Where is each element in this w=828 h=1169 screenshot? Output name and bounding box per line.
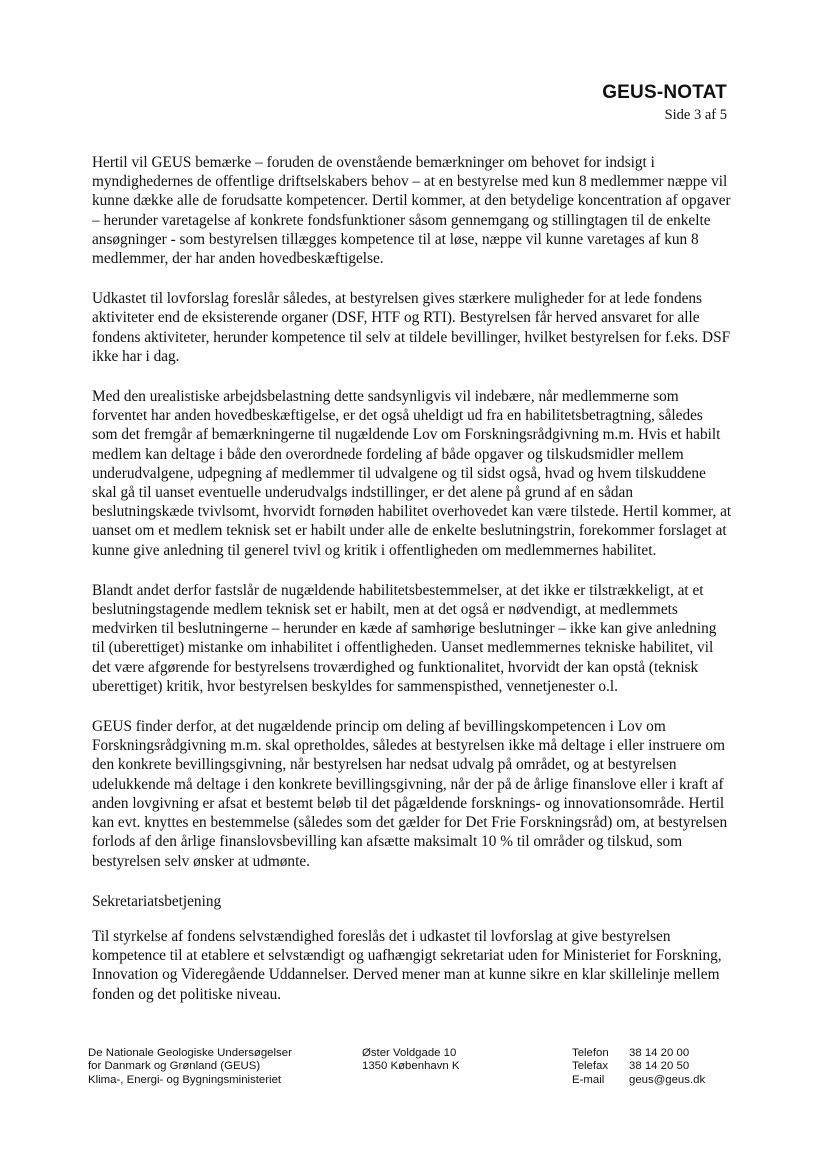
paragraph: Hertil vil GEUS bemærke – foruden de ovenstående bemærkninger om behovet for indsigt i myndighedernes de offentlige driftselskabers behov – at en bestyrelse med kun 8 medlemmer næppe vil kunne dække alle de forudsatte kompetencer. Dertil kommer, at den betydelige koncentration af opgaver – herunder varetagelse af konkrete fondsfunktioner såsom gennemgang og stillingtagen til de enkelte ansøgninger - som bestyrelsen tillægges kompetence til at løse, næppe vil kunne varetages af kun 8 medlemmer, der har anden hovedbeskæftigelse. <box>92 154 731 268</box>
footer-org-line: Klima-, Energi- og Bygningsministeriet <box>88 1073 282 1086</box>
footer-fax-row <box>572 1060 705 1073</box>
footer-org-line: De Nationale Geologiske Undersøgelser <box>88 1047 292 1059</box>
paragraph: Udkastet til lovforslag foreslår således, at bestyrelsen gives stærkere muligheder for at lede fondens aktiviteter end de eksisterende organer (DSF, HTF og RTI). Bestyrelsen får herved ansvaret for alle fondens aktiviteter, herunder kompetence til selv at tildele bevillinger, hvilket bestyrelsen for f.eks. DSF ikke har i dag. <box>92 290 731 365</box>
footer-org-line: for Danmark og Grønland (GEUS) <box>88 1060 261 1073</box>
document-body <box>92 153 732 1025</box>
footer-address <box>362 1047 460 1074</box>
footer-phone-row <box>572 1047 705 1060</box>
phone-value: 38 14 20 00 <box>629 1047 690 1059</box>
email-value[interactable]: geus@geus.dk <box>629 1073 706 1086</box>
fax-label: Telefax <box>572 1060 609 1073</box>
footer-address-line: 1350 København K <box>362 1060 460 1073</box>
paragraph: Til styrkelse af fondens selvstændighed foreslås det i udkastet til lovforslag at give bestyrelsen kompetence til at etablere et selvstændigt og uafhængigt sekretariat uden for Ministeriet for Forskning, Innovation og Videregående Uddannelser. Derved mener man at kunne sikre en klar skillelinje mellem fonden og det politiske niveau. <box>92 927 722 1003</box>
footer-email-row <box>572 1074 705 1087</box>
email-label: E-mail <box>572 1073 605 1086</box>
page-number: Side 3 af 5 <box>664 107 727 123</box>
paragraph: Blandt andet derfor fastslår de nugældende habilitetsbestemmelser, at det ikke er tilstrækkeligt, at et beslutningstagende medlem teknisk set er habilt, men at det også er nødvendigt, at medlemmets medvirken til beslutningerne – herunder en kæde af samhørige beslutninger – ikke kan give anledning til (uberettiget) mistanke om inhabilitet i offentligheden. Uanset medlemmernes tekniske habilitet, vil det være afgørende for bestyrelsens troværdighed og funktionalitet, hvorvidt der kan opstå (teknisk uberettiget) kritik, hvor bestyrelsen beskyldes for sammenspisthed, vennetjenester o.l. <box>92 581 717 695</box>
document-title: GEUS-NOTAT <box>602 82 727 103</box>
section-heading: Sekretariatsbetjening <box>92 892 222 910</box>
phone-label: Telefon <box>572 1047 609 1059</box>
fax-value: 38 14 20 50 <box>629 1060 690 1073</box>
footer-address-line: Øster Voldgade 10 <box>362 1047 457 1059</box>
paragraph: GEUS finder derfor, at det nugældende princip om deling af bevillingskompetencen i Lov om Forskningsrådgivning m.m. skal opretholdes, således at bestyrelsen ikke må deltage i eller instruere om den konkrete bevillingsgivning, når bestyrelsen har nedsat udvalg på området, og at bestyrelsen udelukkende må deltage i den konkrete bevillingsgivning, når der på de årlige finanslove eller i kraft af anden lovgivning er afsat et bestemt beløb til det pågældende forsknings- og innovationsområde. Hertil kan evt. knyttes en bestemmelse (således som det gælder for Det Frie Forskningsråd) om, at bestyrelsen forlods af den årlige finanslovsbevilling kan afsætte maksimalt 10 % til områder og tilskud, som bestyrelsen selv ønsker at udmønte. <box>92 718 728 870</box>
footer-organization <box>88 1047 292 1087</box>
paragraph: Med den urealistiske arbejdsbelastning dette sandsynligvis vil indebære, når medlemmerne som forventet har anden hovedbeskæftigelse, er det også uheldigt ud fra en habilitetsbetragtning, således som det fremgår af bemærkningerne til nugældende Lov om Forskningsrådgivning m.m. Hvis et habilt medlem kan deltage i både den overordnede fordeling af både opgaver og tilskudsmidler mellem underudvalgene, udpegning af medlemmer til udvalgene og til sidst også, hvad og hvem tilskuddene skal gå til uanset eventuelle underudvalgs indstillinger, er det alene på grund af en sådan beslutningskæde tvivlsomt, hvorvidt fornøden habilitet overhovedet kan være tilstede. Hertil kommer, at uanset om et medlem teknisk set er habilt under alle de enkelte beslutningstrin, forekommer forslaget at kunne give anledning til generel tvivl og kritik i offentligheden om medlemmernes habilitet. <box>92 388 732 559</box>
footer-contact <box>572 1047 705 1087</box>
